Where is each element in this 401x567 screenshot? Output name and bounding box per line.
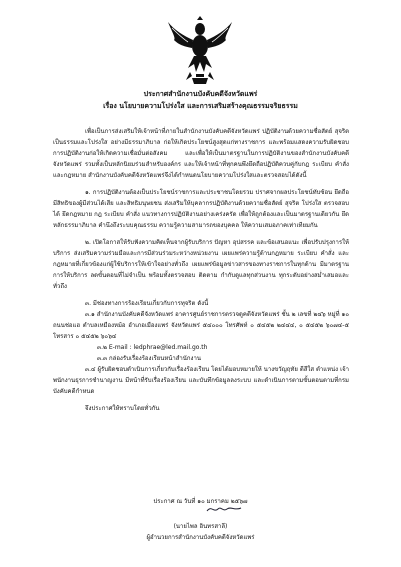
document-header [0,88,401,112]
complaint-channel-office: ๓.๑ สำนักงานบังคับคดีจังหวัดแพร่ อาคารศูนย์ราชการตรวจดูคดีจังหวัดแพร่ ชั้น ๒ เลขที่ ๒๔๖ หมู่ที่ ๑๐ ถนนช่อแฮ ตำบลเหมืองหม้อ อำเภอเมืองแพร่ จังหวัดแพร่ ๕๔๐๐๐ โทรศัพท์ ๐ ๕๔๕๒ ๒๔๔๔, ๐ ๕๔๕๒ ๖๐๗๔-๕ โทรสาร ๐ ๕๔๕๒ ๖๐๖๔ [53,311,349,340]
announcement-subject: เรื่อง นโยบายความโปร่งใส และการเสริมสร้างคุณธรรมจริยธรรม [103,102,298,110]
closing-statement: จึงประกาศให้ทราบโดยทั่วกัน [85,405,160,412]
complaint-channel-email: ๓.๒ E-mail : ledphrae@led.mail.go.th [97,344,208,351]
intro-paragraph: เพื่อเป็นการส่งเสริมให้เจ้าหน้าที่ภายในสำนักงานบังคับคดีจังหวัดแพร่ ปฏิบัติงานด้วยความซื่อสัตย์ สุจริต เป็นธรรมและโปร่งใส อย่างมีธรรมาภิบาล ก่อให้เกิดประโยชน์สูงสุดแก่ทางราชการ และพร้อมแสดงความรับผิดชอบการปฏิบัติงานก่อให้เกิดความเชื่อมั่นต่อสังคม และเพื่อให้เป็นมาตรฐานในการปฏิบัติงานของสำนักงานบังคับคดีจังหวัดแพร่ รวมทั้งเป็นหลักนิยมร่วมสำหรับองค์กร และให้เจ้าหน้าที่ทุกคนพึงยึดถือปฏิบัติควบคู่กับกฎ ระเบียบ คำสั่ง และกฎหมาย สำนักงานบังคับคดีจังหวัดแพร่จึงได้กำหนดนโยบายความโปร่งใสและตรวจสอบได้ดังนี้ [53,128,349,179]
signer-position: ผู้อำนวยการสำนักงานบังคับคดีจังหวัดแพร่ [146,534,255,541]
complaint-channel-box: ๓.๓ กล่องรับเรื่องร้องเรียนหน้าสำนักงาน [97,355,201,362]
garuda-emblem-icon [166,16,234,88]
complaint-officer: ๓.๔ ผู้รับผิดชอบดำเนินการเกี่ยวกับเรื่องร้องเรียน โดยได้มอบหมายให้ นางขวัญฤทัย ดีสีใส ตำแหน่ง เจ้าพนักงานธุรการชำนาญงาน มีหน้าที่รับเรื่องร้องเรียน และบันทึกข้อมูลลงระบบ และดำเนินการตามขั้นตอนตามที่กรมบังคับคดีกำหนด [53,366,349,395]
policy-item-2: ๒. เปิดโอกาสให้รับฟังความคิดเห็นจากผู้รับบริการ ปัญหา อุปสรรค และข้อเสนอแนะ เพื่อปรับปรุงการให้บริการ ส่งเสริมความร่วมมือและการมีส่วนร่วมระหว่างหน่วยงาน เผยแพร่ความรู้ด้านกฎหมาย ระเบียบ คำสั่ง และกฎหมายที่เกี่ยวข้องแก่ผู้ใช้บริการให้เข้าใจอย่างทั่วถึง เผยแพร่ข้อมูลข่าวสารของทางราชการในทุกด้าน มีมาตรฐานการให้บริการ ลดขั้นตอนที่ไม่จำเป็น พร้อมทั้งตรวจสอบ ติดตาม กำกับดูแลทุกส่วนงาน ทุกระดับอย่างสม่ำเสมอและทั่วถึง [53,239,349,290]
handwritten-signature-icon [205,503,245,515]
policy-item-1: ๑. การปฏิบัติงานต้องเป็นประโยชน์ราชการและประชาชนโดยรวม ปราศจากผลประโยชน์ทับซ้อน ยึดถือมีสิทธิของผู้มีส่วนได้เสีย และสิทธิมนุษยชน ส่งเสริมให้บุคลากรปฏิบัติงานด้วยความซื่อสัตย์ สุจริต โปร่งใส ตรวจสอบได้ ยึดกฎหมาย กฎ ระเบียบ คำสั่ง แนวทางการปฏิบัติงานอย่างเคร่งครัด เพื่อให้ถูกต้องและเป็นมาตรฐานเดียวกัน ยึดหลักธรรมาภิบาล คำนึงถึงระบบคุณธรรม ความรู้ความสามารถของบุคคล ให้ความเสมอภาคเท่าเทียมกัน [53,189,349,229]
signature-block [0,496,401,543]
signer-name: (นายไพล อินทรสาลี) [173,523,228,530]
document-body [53,126,349,414]
announcement-date: ประกาศ ณ วันที่ ๑๐ มกราคม ๒๕๖๗ [153,498,248,505]
policy-item-3-heading: ๓. มีช่องทางการร้องเรียนเกี่ยวกับการทุจริต ดังนี้ [85,300,209,307]
announcement-title: ประกาศสำนักงานบังคับคดีจังหวัดแพร่ [143,90,258,98]
